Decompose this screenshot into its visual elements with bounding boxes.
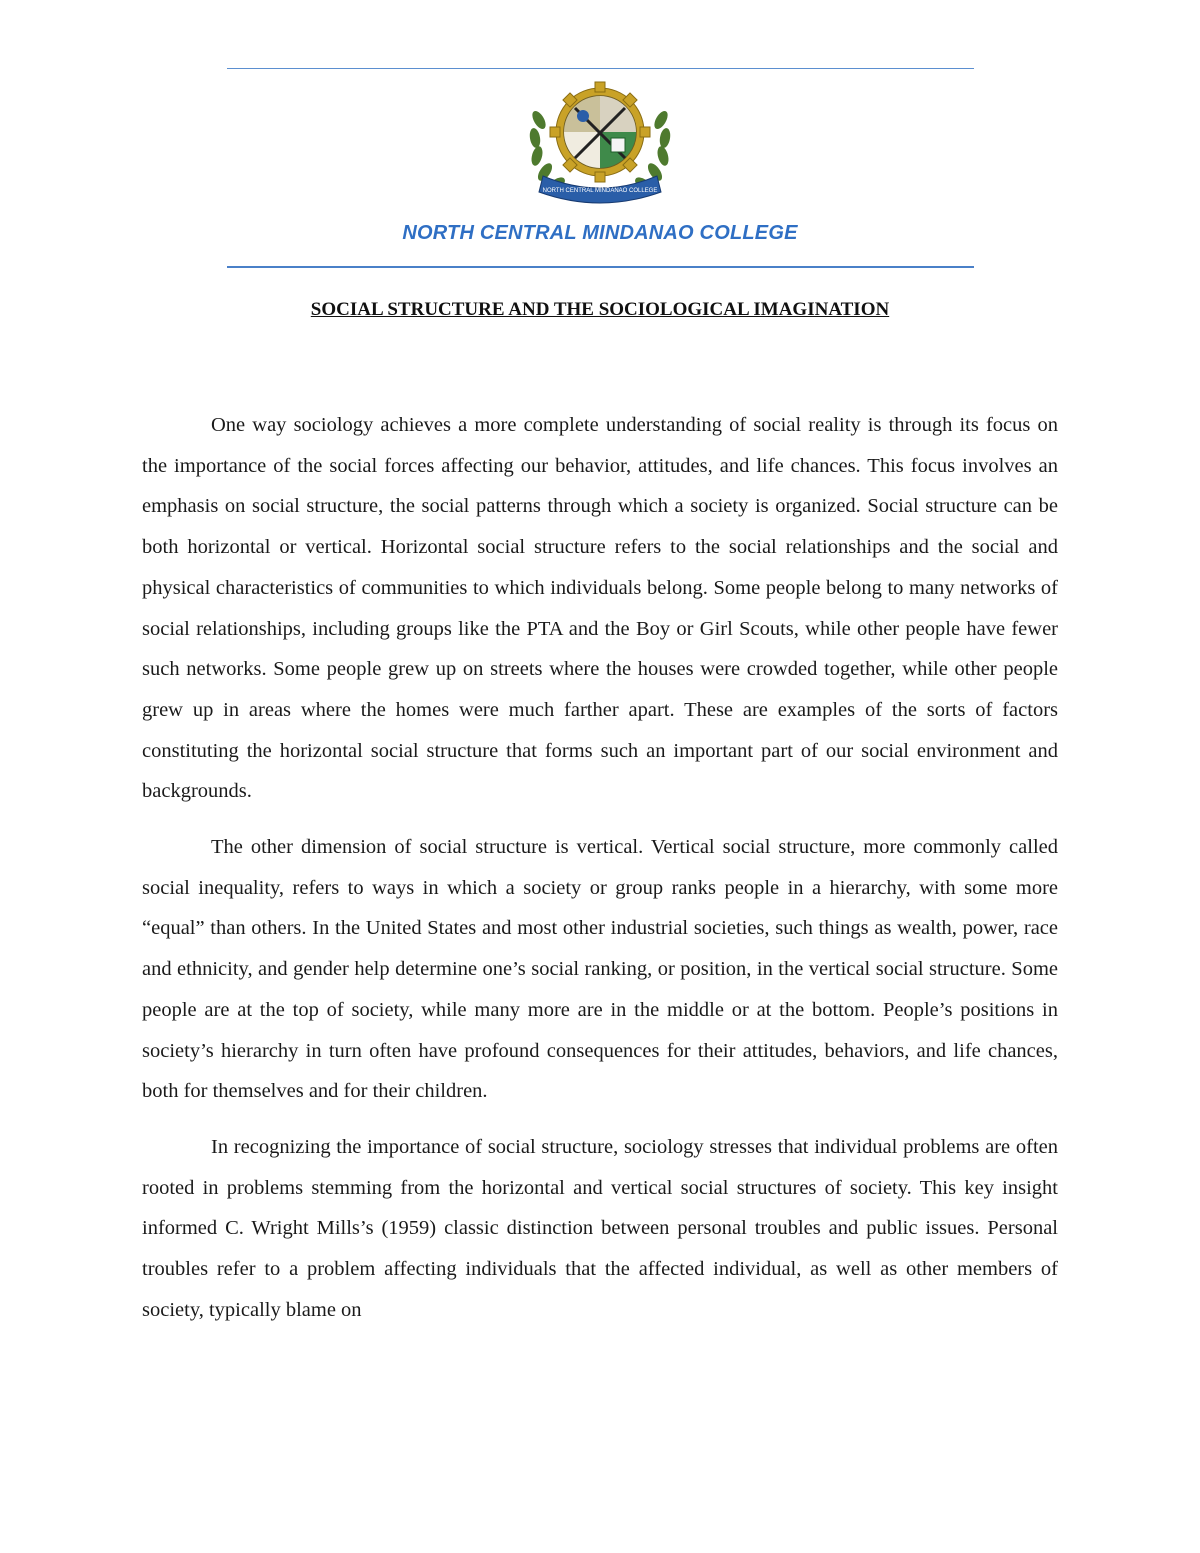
header-rule-bottom: [227, 266, 974, 268]
college-seal-logo: [525, 80, 675, 210]
paragraph: The other dimension of social structure is vertical. Vertical social structure, more commonly called social inequality, refers to ways in which a society or group ranks people in a hierarchy, with some more “equal” than others. In the United States and most other industrial societies, such things as wealth, power, race and ethnicity, and gender help determine one’s social ranking, or position, in the vertical social structure. Some people are at the top of society, while many more are in the middle or at the bottom. People’s positions in society’s hierarchy in turn often have profound consequences for their attitudes, behaviors, and life chances, both for themselves and for their children.: [142, 836, 1058, 1103]
header-rule-top: [227, 68, 974, 69]
document-title: SOCIAL STRUCTURE AND THE SOCIOLOGICAL IMAGINATION: [310, 299, 890, 320]
paragraph: One way sociology achieves a more complete understanding of social reality is through its focus on the importance of the social forces affecting our behavior, attitudes, and life chances. This focus involves an emphasis on social structure, the social patterns through which a society is organized. Social structure can be both horizontal or vertical. Horizontal social structure refers to the social relationships and the social and physical characteristics of communities to which individuals belong. Some people belong to many networks of social relationships, including groups like the PTA and the Boy or Girl Scouts, while other people have fewer such networks. Some people grew up on streets where the houses were crowded together, while other people grew up in areas where the homes were much farther apart. These are examples of the sorts of factors constituting the horizontal social structure that forms such an important part of our social environment and backgrounds.: [142, 414, 1058, 803]
seal-band-text: NORTH CENTRAL MINDANAO COLLEGE: [542, 188, 658, 194]
paragraph: In recognizing the importance of social structure, sociology stresses that individual problems are often rooted in problems stemming from the horizontal and vertical social structures of society. This key insight informed C. Wright Mills’s (1959) classic distinction between personal troubles and public issues. Personal troubles refer to a problem affecting individuals that the affected individual, as well as other members of society, typically blame on: [142, 1135, 1058, 1321]
college-name: NORTH CENTRAL MINDANAO COLLEGE: [402, 222, 798, 244]
document-body: [142, 405, 1058, 1345]
